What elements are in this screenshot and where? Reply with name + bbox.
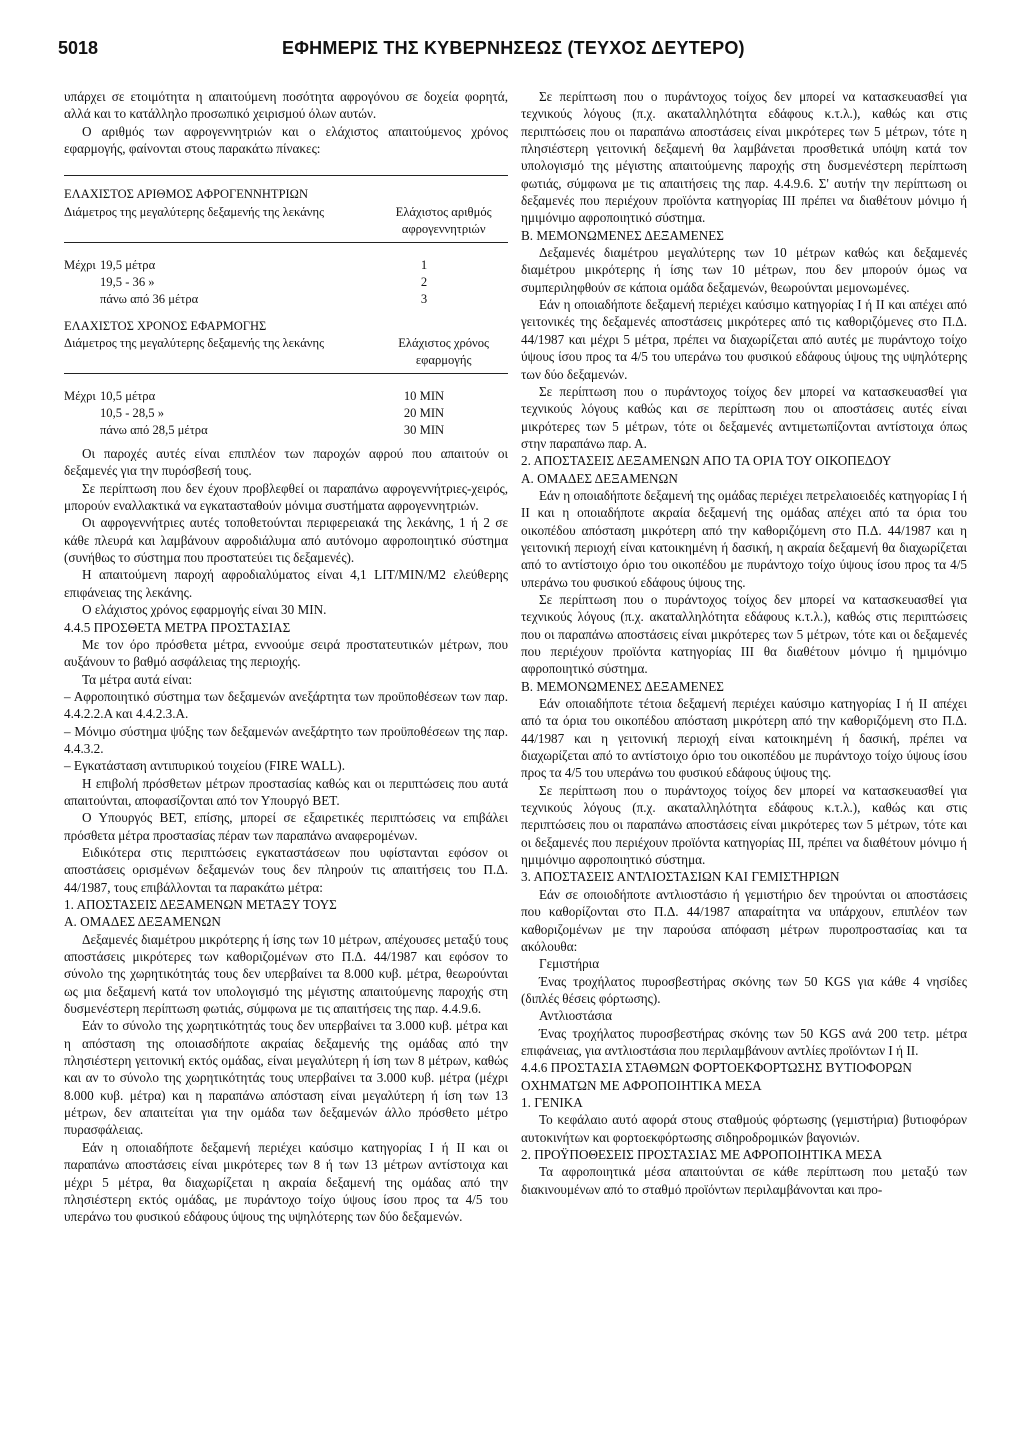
section-heading: 4.4.6 ΠΡΟΣΤΑΣΙΑ ΣΤΑΘΜΩΝ ΦΟΡΤΟΕΚΦΟΡΤΩΣΗΣ ΒΥΤΙΟΦΟΡΩΝ ΟΧΗΜΑΤΩΝ ΜΕ ΑΦΡΟΠΟΙΗΤΙΚΑ ΜΕΣΑ [521,1060,912,1093]
paragraph: Τα αφροποιητικά μέσα απαιτούνται σε κάθε περίπτωση που μεταξύ των διακινουμένων από το σταθμό προϊόντων περιλαμβάνονται και προ- [521,1164,967,1197]
column-header: Ελάχιστος αριθμός αφρογεννητριών [395,204,492,236]
table-title: ΕΛΑΧΙΣΤΟΣ ΧΡΟΝΟΣ ΕΦΑΡΜΟΓΗΣ [64,318,267,333]
gazette-title: ΕΦΗΜΕΡΙΣ ΤΗΣ ΚΥΒΕΡΝΗΣΕΩΣ (ΤΕΥΧΟΣ ΔΕΥΤΕΡΟ) [282,38,745,58]
section-heading: 1. ΑΠΟΣΤΑΣΕΙΣ ΔΕΞΑΜΕΝΩΝ ΜΕΤΑΞΥ ΤΟΥΣ [64,897,337,912]
min-application-time-table [64,318,508,439]
paragraph: Ένας τροχήλατος πυροσβεστήρας σκόνης των 50 KGS για κάθε 4 νησίδες (διπλές θέσεις φόρτωσης). [521,973,967,1006]
subsection-heading: Β. ΜΕΜΟΝΩΜΕΝΕΣ ΔΕΞΑΜΕΝΕΣ [521,678,724,694]
list-item: – Μόνιμο σύστημα ψύξης των δεξαμενών ανεξάρτητο των προϋποθέσεων της παρ. 4.4.3.2. [64,723,508,756]
table-rule [64,242,508,243]
paragraph: Ειδικότερα στις περιπτώσεις εγκαταστάσεων που υφίστανται εφόσον οι αποστάσεις ορισμένων δεξαμενών τους δεν πληρούν τις απαιτήσεις του Π.Δ. 44/1987, τους επιβάλλονται τα παρακάτω μέτρα: [64,844,508,895]
section-heading: 1. ΓΕΝΙΚΑ [521,1094,583,1110]
list-item: – Αφροποιητικό σύστημα των δεξαμενών ανεξάρτητα των προϋποθέσεων των παρ. 4.4.2.2.Α και 4.4.2.3.Α. [64,688,508,722]
subheading: Γεμιστήρια [539,956,600,972]
paragraph: Ένας τροχήλατος πυροσβεστήρας σκόνης των 50 KGS ανά 200 τετρ. μέτρα επιφάνειας, για αντλιοστάσια που περιλαμβάνουν αντλίες προϊόντων Ι ή ΙΙ. [521,1025,967,1058]
table-row: πάνω από 36 μέτρα 3 [100,291,428,306]
paragraph: Σε περίπτωση που ο πυράντοχος τοίχος δεν μπορεί να κατασκευασθεί για τεχνικούς λόγους καθώς και σε περίπτωση που οι αποστάσεις αυτές είναι μικρότερες των 5 μέτρων, τότε οι δεξαμενές αντιμετωπίζονται αντίστοιχα όπως στην παραπάνω παρ. Α. [521,383,967,451]
column-header: Ελάχιστος χρόνος εφαρμογής [398,336,490,368]
column-header: Διάμετρος της μεγαλύτερης δεξαμενής της λεκάνης [64,204,325,219]
paragraph: Εάν το σύνολο της χωρητικότητάς τους δεν υπερβαίνει τα 3.000 κυβ. μέτρα και η απόσταση της οποιασδήποτε ακραίας δεξαμενής της ομάδας από την πλησιέστερη γειτονική εκτός ομάδας, είναι μεγαλύτερη ή ίση των 8 μέτρων, καθώς και αν το σύνολο της χωρητικότητάς τους υπερβαίνει τα 3.000 κυβ. μέτρα (μέχρι 8.000 κυβ. μέτρα) και η παραπάνω απόσταση είναι μεγαλύτερη ή ίση των 13 μέτρων, δεν απαιτείται για την ομάδα των δεξαμενών άλλο πρόσθετο μέτρο πυρασφάλειας. [64,1018,508,1138]
section-heading: 2. ΑΠΟΣΤΑΣΕΙΣ ΔΕΞΑΜΕΝΩΝ ΑΠΟ ΤΑ ΟΡΙΑ ΤΟΥ ΟΙΚΟΠΕΔΟΥ [521,453,892,469]
page-number: 5018 [58,38,99,58]
paragraph: Με τον όρο πρόσθετα μέτρα, εννοούμε σειρά προστατευτικών μέτρων, που αυξάνουν το βαθμό ασφάλειας της περιοχής. [64,636,508,670]
table-row: Μέχρι 19,5 μέτρα 1 [64,257,428,272]
paragraph: Ο αριθμός των αφρογεννητριών και ο ελάχιστος απαιτούμενος χρόνος εφαρμογής, φαίνονται στους παρακάτω πίνακες: [64,123,508,157]
paragraph: Εάν η οποιαδήποτε δεξαμενή περιέχει καύσιμο κατηγορίας Ι ή ΙΙ και οι παραπάνω αποστάσεις είναι μικρότερες των 8 ή των 13 μέτρων αντίστοιχα και μέχρι 5 μέτρα, θα διαχωρίζεται η ακραία δεξαμενή της ομάδας από την πλησιέστερη εκτός ομάδας, με πυράντοχο τοίχο ύψους ίσου προς τα 4/5 του υπεράνω του φυσικού εδάφους ύψους της υψηλότερης των δύο δεξαμενών. [64,1139,508,1225]
left-column [64,88,508,1226]
paragraph: Η επιβολή πρόσθετων μέτρων προστασίας καθώς και οι περιπτώσεις που αυτά απαιτούνται, αποφασίζονται από τον Υπουργό ΒΕΤ. [64,775,508,808]
column-header: Διάμετρος της μεγαλύτερης δεξαμενής της λεκάνης [64,336,325,351]
paragraph: Οι παροχές αυτές είναι επιπλέον των παροχών αφρού που απαιτούν οι δεξαμενές για την πυρόσβεσή τους. [64,446,508,479]
table-row: Μέχρι 10,5 μέτρα 10 MIN [64,389,445,404]
page-header [58,38,970,64]
paragraph: Σε περίπτωση που δεν έχουν προβλεφθεί οι παραπάνω αφρογεννήτριες-χειρός, μπορούν εναλλακτικά να εγκατασταθούν μόνιμα συστήματα αφρογεννητριών. [64,480,508,514]
paragraph: Εάν η οποιαδήποτε δεξαμενή περιέχει καύσιμο κατηγορίας Ι ή ΙΙ και απέχει από γειτονικές της δεξαμενές αποστάσεις μικρότερες από τις καθοριζόμενες στο Π.Δ. 44/1987 και μέχρι 5 μέτρα, πρέπει να διαχωρίζεται από αυτές με πυράντοχο τοίχο ύψους ίσου προς τα 4/5 του υπεράνω του φυσικού εδάφους ύψους της υψηλότερης των δύο δεξαμενών. [521,297,967,382]
paragraph: Σε περίπτωση που ο πυράντοχος τοίχος δεν μπορεί να κατασκευασθεί για τεχνικούς λόγους (π.χ. ακαταλληλότητα εδάφους κ.τ.λ.), καθώς και στις περιπτώσεις που οι παραπάνω αποστάσεις είναι μικρότερες των 5 μέτρων, τότε η πλησιέστερη γειτονική δεξαμενή θα λαμβάνεται προσθετικά υπόψη κατά τον υπολογισμό της μέγιστης απαιτούμενης παροχής στη δυσμενέστερη περίπτωση φωτιάς, σύμφωνα με τις απαιτήσεις της παρ. 4.4.9.6. Σ' αυτήν την περίπτωση οι δεξαμενές που περιέχουν προϊόντα κατηγορίας ΙΙΙ πρέπει να διαθέτουν μόνιμο ή ημιμόνιμο αφροποιητικό σύστημα. [521,89,967,226]
section-heading: 3. ΑΠΟΣΤΑΣΕΙΣ ΑΝΤΛΙΟΣΤΑΣΙΩΝ ΚΑΙ ΓΕΜΙΣΤΗΡΙΩΝ [521,869,840,885]
paragraph: Τα μέτρα αυτά είναι: [82,671,193,687]
paragraph: Σε περίπτωση που ο πυράντοχος τοίχος δεν μπορεί να κατασκευασθεί για τεχνικούς λόγους (π.χ. ακαταλληλότητα εδάφους κ.τ.λ.), καθώς και στις περιπτώσεις που οι παραπάνω αποστάσεις είναι μικρότερες των 5 μέτρων, τότε και οι δεξαμενές που περιέχουν προϊόντα κατηγορίας ΙΙΙ, πρέπει να διαθέτουν μόνιμο ή ημιμόνιμο αφροποιητικό σύστημα. [521,782,967,868]
table-row: 19,5 - 36 » 2 [100,274,428,289]
paragraph: Δεξαμενές διαμέτρου μεγαλύτερης των 10 μέτρων καθώς και δεξαμενές διαμέτρου μικρότερης ή ίσης των 10 μέτρων, που δεν μπορούν όμως να συμπεριληφθούν σε κάποια ομάδα δεξαμενών, θεωρούνται μεμονωμένες. [521,245,967,295]
paragraph: Η απαιτούμενη παροχή αφροδιαλύματος είναι 4,1 LIT/MIN/M2 ελεύθερης επιφάνειας της λεκάνης. [64,567,508,600]
section-heading: 2. ΠΡΟΫΠΟΘΕΣΕΙΣ ΠΡΟΣΤΑΣΙΑΣ ΜΕ ΑΦΡΟΠΟΙΗΤΙΚΑ ΜΕΣΑ [521,1146,883,1162]
paragraph: Σε περίπτωση που ο πυράντοχος τοίχος δεν μπορεί να κατασκευασθεί για τεχνικούς λόγους (π.χ. ακαταλληλότητα εδάφους κ.τ.λ.), καθώς στις περιπτώσεις που οι παραπάνω αποστάσεις είναι μικρότερες των 5 μέτρων, τότε και οι δεξαμενές που περιέχουν προϊόντα κατηγορίας ΙΙΙ θα διαθέτουν μόνιμο ή ημιμόνιμο αφροποιητικό σύστημα. [521,591,967,677]
paragraph: Το κεφάλαιο αυτό αφορά στους σταθμούς φόρτωσης (γεμιστήρια) βυτιοφόρων αυτοκινήτων και φορτοεκφόρτωσης σιδηροδρομικών βαγονιών. [521,1112,967,1145]
subheading: Αντλιοστάσια [539,1008,613,1024]
table-rule [64,373,508,374]
section-heading: 4.4.5 ΠΡΟΣΘΕΤΑ ΜΕΤΡΑ ΠΡΟΣΤΑΣΙΑΣ [64,619,291,635]
right-column [521,88,967,1198]
paragraph: Δεξαμενές διαμέτρου μικρότερης ή ίσης των 10 μέτρων, απέχουσες μεταξύ τους αποστάσεις μικρότερες των καθοριζομένων στο Π.Δ. 44/1987 και εφόσον το σύνολο της χωρητικότητάς τους δεν υπερβαίνει τα 8.000 κυβ. μέτρα, θεωρούνται ως μια δεξαμενή κατά τον υπολογισμό της μέγιστης απαιτούμενης παροχής στη δυσμενέστερη περίπτωση φωτιάς, σύμφωνα με τις απαιτήσεις της παρ. 4.4.9.6. [64,931,508,1017]
subsection-heading: Α. ΟΜΑΔΕΣ ΔΕΞΑΜΕΝΩΝ [64,914,221,930]
table-row: 10,5 - 28,5 » 20 MIN [100,406,445,421]
table-rule [64,175,508,176]
paragraph: Ο Υπουργός ΒΕΤ, επίσης, μπορεί σε εξαιρετικές περιπτώσεις να επιβάλει πρόσθετα μέτρα προστασίας πέραν των παραπάνω αναφερομένων. [64,810,508,843]
min-foam-generators-table [64,186,508,307]
subsection-heading: Β. ΜΕΜΟΝΩΜΕΝΕΣ ΔΕΞΑΜΕΝΕΣ [521,227,724,243]
paragraph: Εάν σε οποιοδήποτε αντλιοστάσιο ή γεμιστήριο δεν τηρούνται οι αποστάσεις που καθορίζονται στο Π.Δ. 44/1987 απαραίτητα να υπάρχουν, επιπλέον των καθοριζομένων με την παρούσα απόφαση μέτρων πυροπροστασίας και τα ακόλουθα: [521,886,967,954]
table-row: πάνω από 28,5 μέτρα 30 MIN [100,423,445,438]
paragraph: υπάρχει σε ετοιμότητα η απαιτούμενη ποσότητα αφρογόνου σε δοχεία φορητά, αλλά και το κατάλληλο προσωπικό χειρισμού όλων αυτών. [64,89,508,122]
list-item: – Εγκατάσταση αντιπυρικού τοιχείου (FIRE WALL). [64,758,345,774]
table-title: ΕΛΑΧΙΣΤΟΣ ΑΡΙΘΜΟΣ ΑΦΡΟΓΕΝΝΗΤΡΙΩΝ [64,187,309,202]
paragraph: Ο ελάχιστος χρόνος εφαρμογής είναι 30 MIN. [82,602,327,618]
paragraph: Εάν η οποιαδήποτε δεξαμενή της ομάδας περιέχει πετρελαιοειδές κατηγορίας Ι ή ΙΙ και η οποιαδήποτε ακραία δεξαμενή της ομάδας απέχει από τα όρια του οικοπέδου απόσταση μικρότερη από την καθοριζόμενη στο Π.Δ. 44/1987 και η γειτονική περιοχή είναι κατοικημένη ή δασική, η ακραία δεξαμενή θα διαχωρίζεται από το αντίστοιχο όριο του οικοπέδου με πυράντοχο τοίχο ύψους ίσου προς τα 4/5 υπεράνω του φυσικού εδάφους ύψους της. [521,487,967,590]
paragraph: Εάν οποιαδήποτε τέτοια δεξαμενή περιέχει καύσιμο κατηγορίας Ι ή ΙΙ απέχει από τα όρια του οικοπέδου απόσταση μικρότερη από την καθοριζόμενη στο Π.Δ. 44/1987 και η γειτονική περιοχή είναι κατοικημένη ή δασική, πρέπει να διαχωρίζεται από το αντίστοιχο όριο του οικοπέδου με πυράντοχο τοίχο ύψους ίσου προς τα 4/5 του υπεράνω του φυσικού εδάφους ύψους της. [521,696,967,781]
paragraph: Οι αφρογεννήτριες αυτές τοποθετούνται περιφερειακά της λεκάνης, 1 ή 2 σε κάθε πλευρά και λαμβάνουν αφροδιάλυμα από αυτόνομο αφροποιητικό σύστημα (συνήθως το σύστημα που προστατεύει τις δεξαμενές). [64,515,508,566]
subsection-heading: Α. ΟΜΑΔΕΣ ΔΕΞΑΜΕΝΩΝ [521,470,678,486]
